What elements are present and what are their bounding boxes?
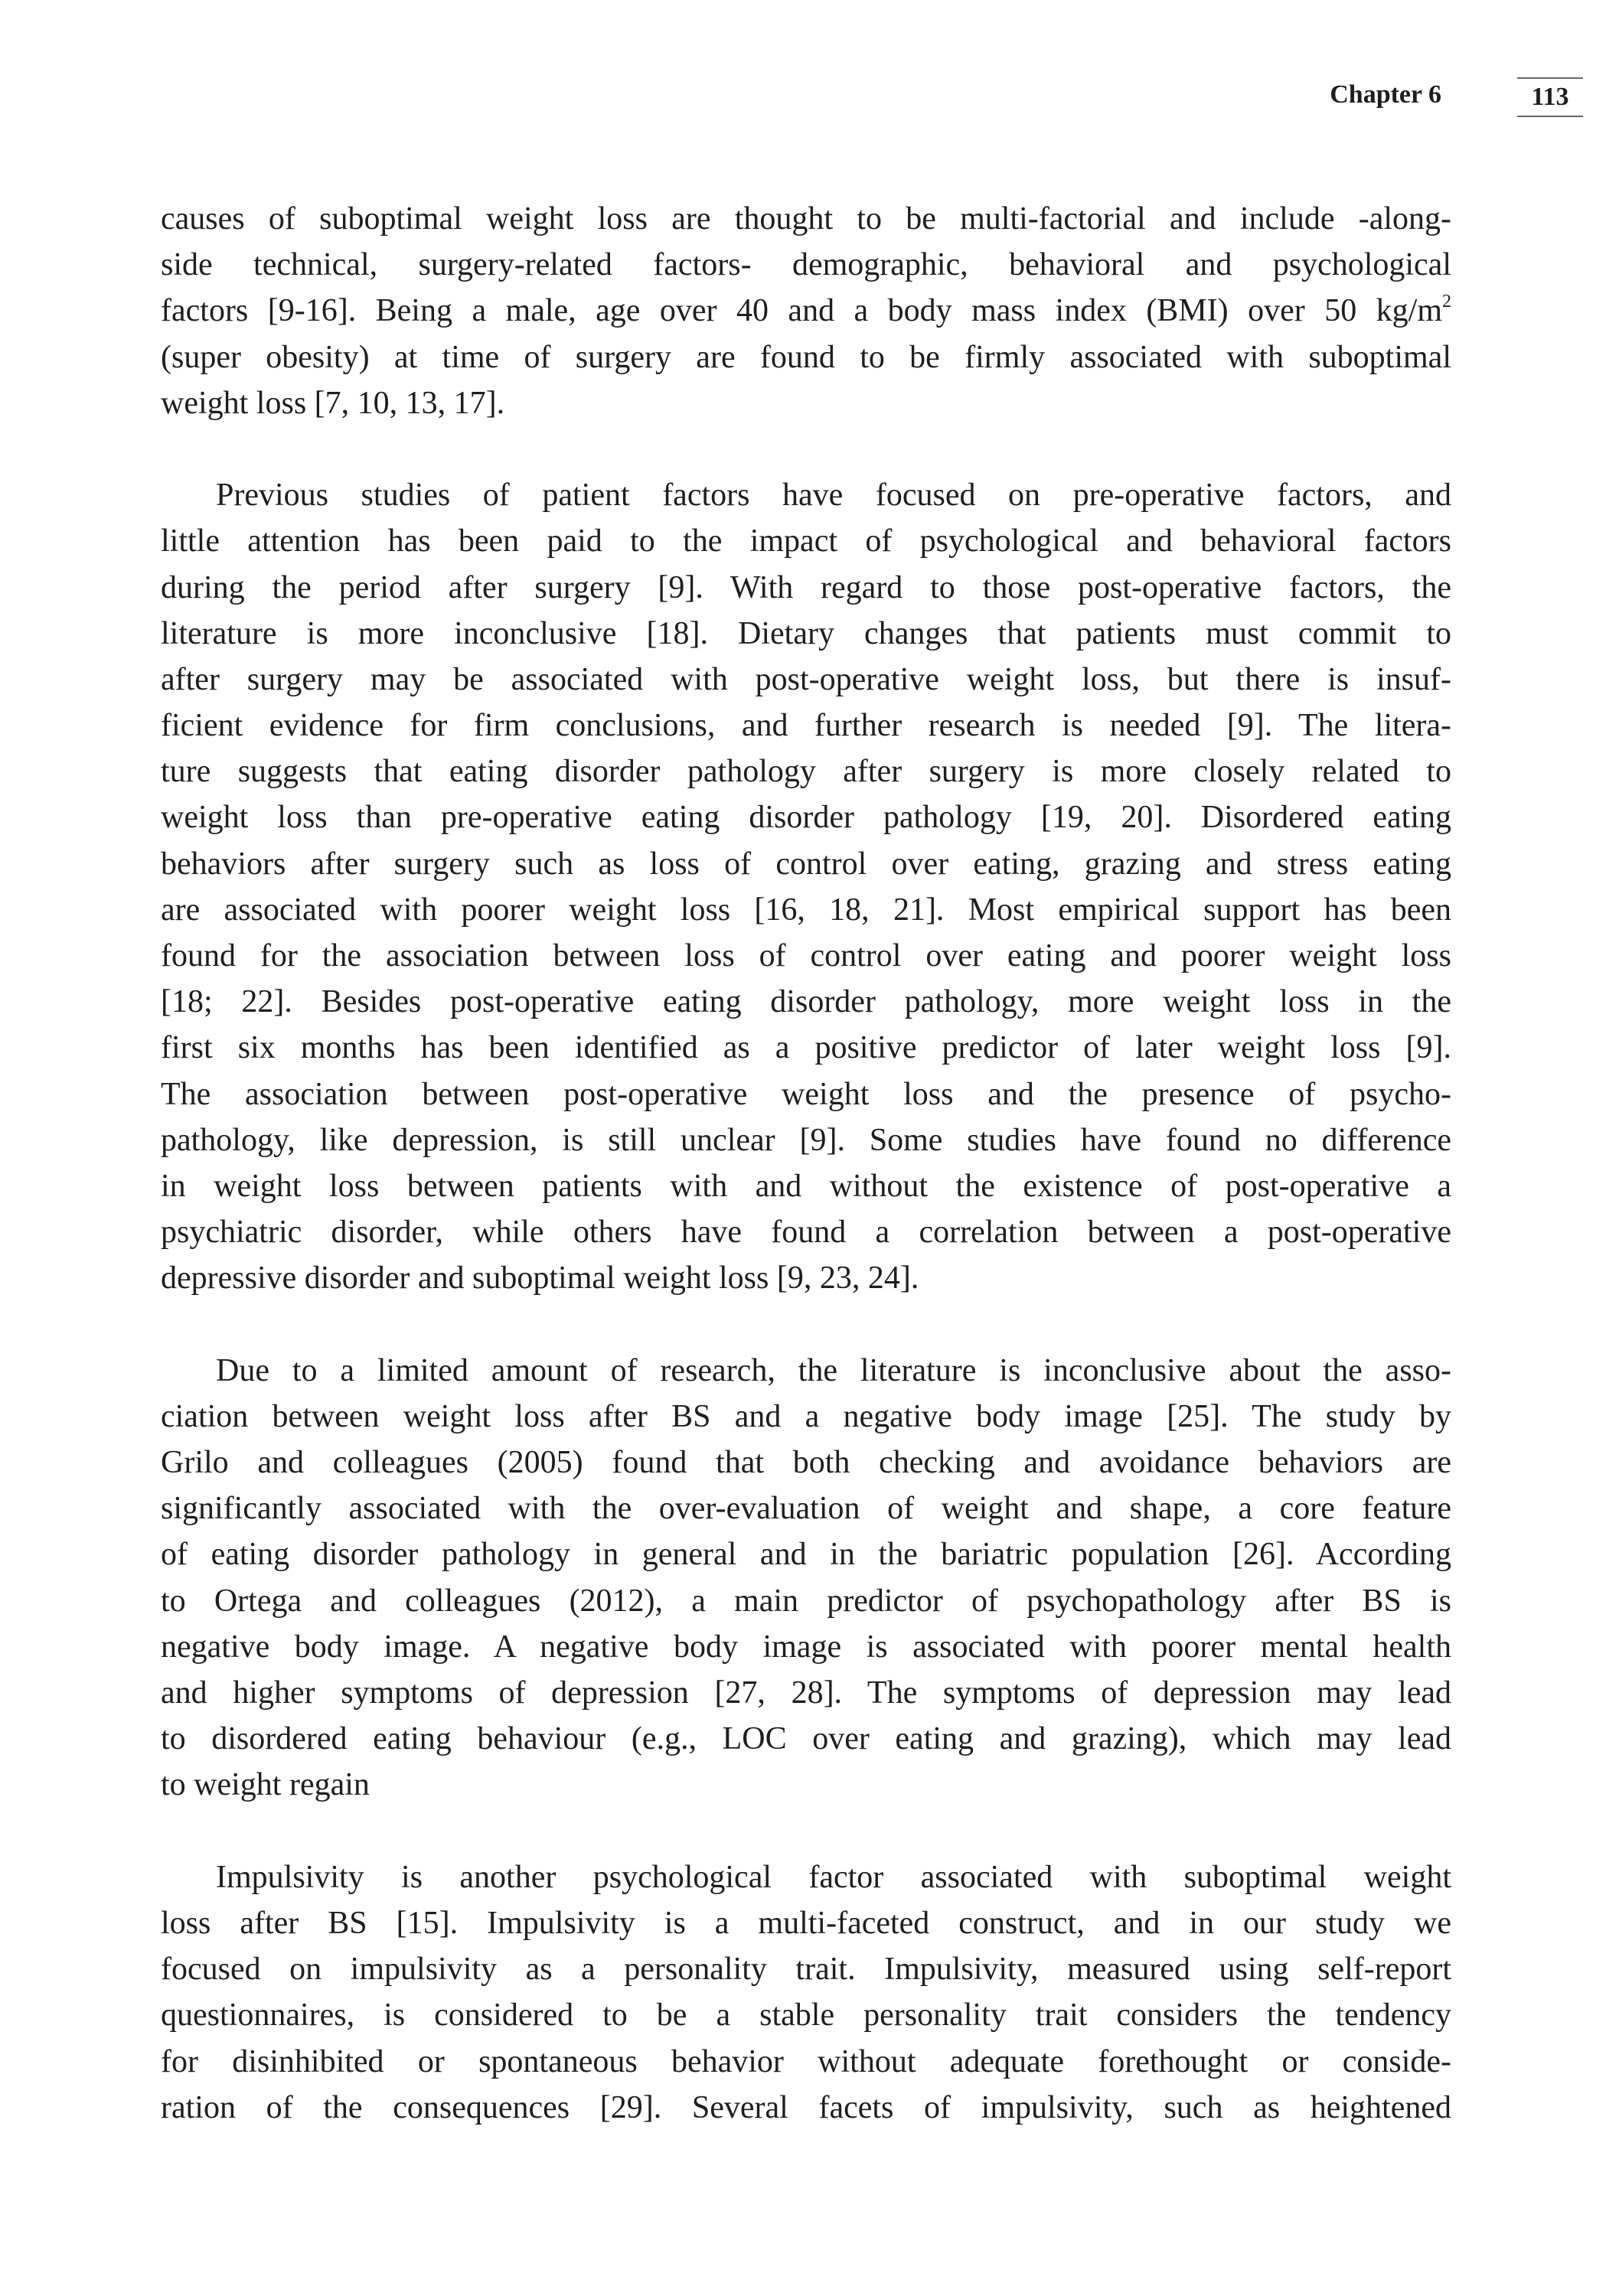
text-line-content: to disordered eating behaviour (e.g., LOC over eating and grazing), which may lead [161,1721,1451,1757]
text-line-content: depressive disorder and suboptimal weight loss [9, 23, 24]. [161,1261,919,1296]
text-line-content: questionnaires, is considered to be a stable personality trait considers the tendency [161,1998,1451,2033]
text-line [161,887,1451,933]
paragraph-gap [161,1302,1451,1348]
text-line [161,2085,1451,2131]
text-line-content: focused on impulsivity as a personality trait. Impulsivity, measured using self-report [161,1952,1451,1988]
text-line [161,1163,1451,1209]
text-line-content: of eating disorder pathology in general and in the bariatric population [26]. According [161,1537,1451,1573]
text-line [161,1348,1451,1394]
text-line [161,1992,1451,2038]
running-header-chapter: Chapter 6 [1330,80,1441,109]
paragraph [161,196,1451,426]
superscript: 2 [1442,292,1451,312]
text-line [161,1394,1451,1440]
paragraph-gap [161,1808,1451,1854]
text-line-content: and higher symptoms of depression [27, 28]. The symptoms of depression may lead [161,1675,1451,1711]
text-line [161,565,1451,611]
text-line-content: ficient evidence for firm conclusions, and further research is needed [9]. The litera- [161,708,1451,744]
text-line [161,1900,1451,1946]
text-line-content: pathology, like depression, is still unclear [9]. Some studies have found no difference [161,1122,1451,1158]
text-line [161,1440,1451,1486]
text-line [161,1071,1451,1117]
text-line [161,334,1451,380]
text-line-content: Due to a limited amount of research, the literature is inconclusive about the asso- [216,1352,1451,1388]
text-line-content: during the period after surgery [9]. With regard to those post-operative factors, the [161,569,1451,605]
text-line [161,2039,1451,2085]
text-line [161,841,1451,887]
text-line [161,748,1451,794]
text-line-content: factors [9-16]. Being a male, age over 40 and a body mass index (BMI) over 50 kg/m [161,293,1442,329]
paragraph [161,472,1451,1301]
text-line [161,1716,1451,1762]
text-line-content: literature is more inconclusive [18]. Dietary changes that patients must commit to [161,615,1451,651]
text-line-content: to weight regain [161,1767,370,1803]
text-line-content: The association between post-operative weight loss and the presence of psycho- [161,1076,1451,1112]
text-line [161,1946,1451,1992]
text-line [161,472,1451,518]
text-line [161,979,1451,1025]
text-line [161,933,1451,979]
paragraph [161,1348,1451,1808]
text-line [161,1025,1451,1071]
text-line-content: negative body image. A negative body image is associated with poorer mental health [161,1629,1451,1665]
text-line [161,1486,1451,1531]
text-line-content: psychiatric disorder, while others have found a correlation between a post-operative [161,1215,1451,1251]
text-line-content: after surgery may be associated with post-operative weight loss, but there is insuf- [161,661,1451,697]
text-line-content: ture suggests that eating disorder pathology after surgery is more closely related to [161,754,1451,790]
text-line [161,657,1451,703]
text-line-content: are associated with poorer weight loss [16, 18, 21]. Most empirical support has been [161,892,1451,928]
text-line-content: found for the association between loss of control over eating and poorer weight loss [161,938,1451,974]
text-line-content: to Ortega and colleagues (2012), a main predictor of psychopathology after BS is [161,1583,1451,1619]
body-text [161,196,1451,2131]
text-line-content: weight loss than pre-operative eating disorder pathology [19, 20]. Disordered eating [161,800,1451,836]
text-line [161,242,1451,288]
text-line-content: behaviors after surgery such as loss of control over eating, grazing and stress eating [161,846,1451,882]
text-line-content: in weight loss between patients with and without the existence of post-operative a [161,1168,1451,1204]
text-line-content: loss after BS [15]. Impulsivity is a multi-faceted construct, and in our study we [161,1905,1451,1941]
text-line-content: [18; 22]. Besides post-operative eating disorder pathology, more weight loss in the [161,984,1451,1020]
text-line [161,288,1451,334]
text-line [161,518,1451,564]
text-line-content: weight loss [7, 10, 13, 17]. [161,385,505,421]
text-line [161,703,1451,748]
text-line [161,1670,1451,1716]
text-line [161,1209,1451,1255]
text-line [161,1117,1451,1163]
paragraph-gap [161,426,1451,472]
text-line-content: little attention has been paid to the impact of psychological and behavioral factors [161,523,1451,559]
text-line-content: (super obesity) at time of surgery are found to be firmly associated with suboptimal [161,339,1451,375]
text-line-content: significantly associated with the over-evaluation of weight and shape, a core feature [161,1491,1451,1527]
text-line [161,196,1451,242]
text-line-content: ration of the consequences [29]. Several facets of impulsivity, such as heightened [161,2089,1451,2125]
text-line-content: Impulsivity is another psychological factor associated with suboptimal weight [216,1859,1451,1895]
text-line [161,1255,1451,1301]
text-line-content: for disinhibited or spontaneous behavior without adequate forethought or conside- [161,2043,1451,2079]
text-line-content: Previous studies of patient factors have focused on pre-operative factors, and [216,478,1451,514]
text-line-content: ciation between weight loss after BS and a negative body image [25]. The study by [161,1398,1451,1434]
text-line-content: first six months has been identified as a positive predictor of later weight loss [9]. [161,1030,1451,1066]
text-line [161,611,1451,657]
text-line [161,794,1451,840]
text-line [161,1578,1451,1624]
text-line-content: causes of suboptimal weight loss are thought to be multi-factorial and include -along- [161,201,1451,236]
text-line-content: side technical, surgery-related factors- demographic, behavioral and psychological [161,247,1451,283]
text-line [161,1531,1451,1577]
text-line [161,1624,1451,1670]
text-line [161,1762,1451,1808]
text-line-content: Grilo and colleagues (2005) found that both checking and avoidance behaviors are [161,1445,1451,1481]
text-line [161,1854,1451,1900]
paragraph [161,1854,1451,2131]
page-number: 113 [1517,77,1583,117]
text-line [161,380,1451,426]
